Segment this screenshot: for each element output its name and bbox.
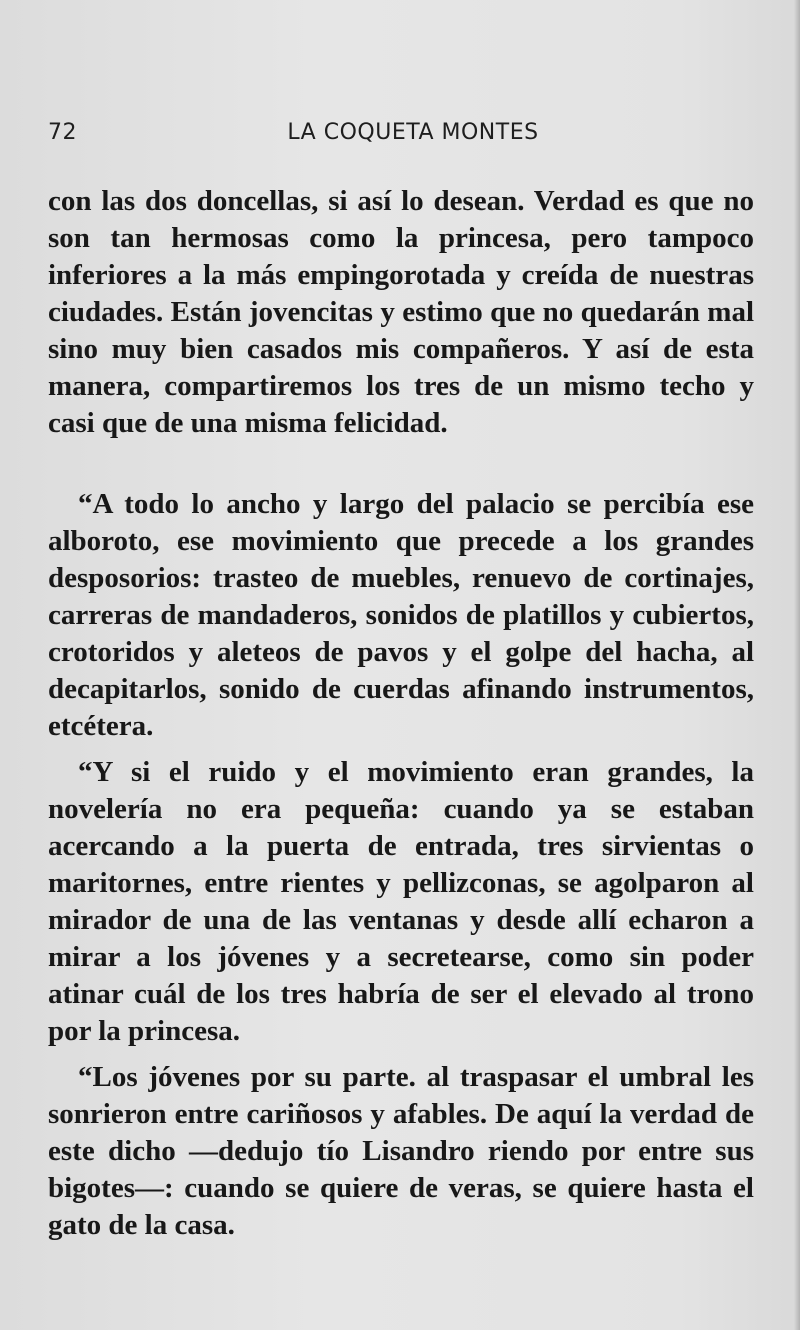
paragraph: con las dos doncellas, si así lo desean. Verdad es que no son tan hermosas como la princesa, pero tampoco inferiores a la más empingorotada y creída de nuestras ciudades. Están jovencitas y estimo que no quedarán mal sino muy bien casados mis compañeros. Y así de esta manera, compartiremos los tres de un mismo techo y casi que de una misma felicidad.: [48, 185, 754, 439]
page-edge-shadow: [794, 0, 800, 1330]
page-header: [48, 120, 758, 154]
paragraph: “Los jóvenes por su parte. al traspasar el umbral les sonrieron entre cariñosos y afables. De aquí la verdad de este dicho —dedujo tío Lisandro riendo por entre sus bigotes—: cuando se quiere de veras, se quiere hasta el gato de la casa.: [48, 1061, 754, 1241]
page-number: 72: [48, 120, 77, 145]
body-text: [48, 183, 754, 1244]
paragraph: “Y si el ruido y el movimiento eran grandes, la novelería no era pequeña: cuando ya se estaban acercando a la puerta de entrada, tres sirvientas o maritornes, entre rientes y pellizconas, se agolparon al mirador de una de las ventanas y desde allí echaron a mirar a los jóvenes y a secretearse, como sin poder atinar cuál de los tres habría de ser el elevado al trono por la princesa.: [48, 756, 754, 1047]
paragraph: “A todo lo ancho y largo del palacio se percibía ese alboroto, ese movimiento que precede a los grandes desposorios: trasteo de muebles, renuevo de cortinajes, carreras de mandaderos, sonidos de platillos y cubiertos, crotoridos y aleteos de pavos y el golpe del hacha, al decapitarlos, sonido de cuerdas afinando instrumentos, etcétera.: [48, 488, 754, 742]
running-title: LA COQUETA MONTES: [287, 120, 539, 145]
